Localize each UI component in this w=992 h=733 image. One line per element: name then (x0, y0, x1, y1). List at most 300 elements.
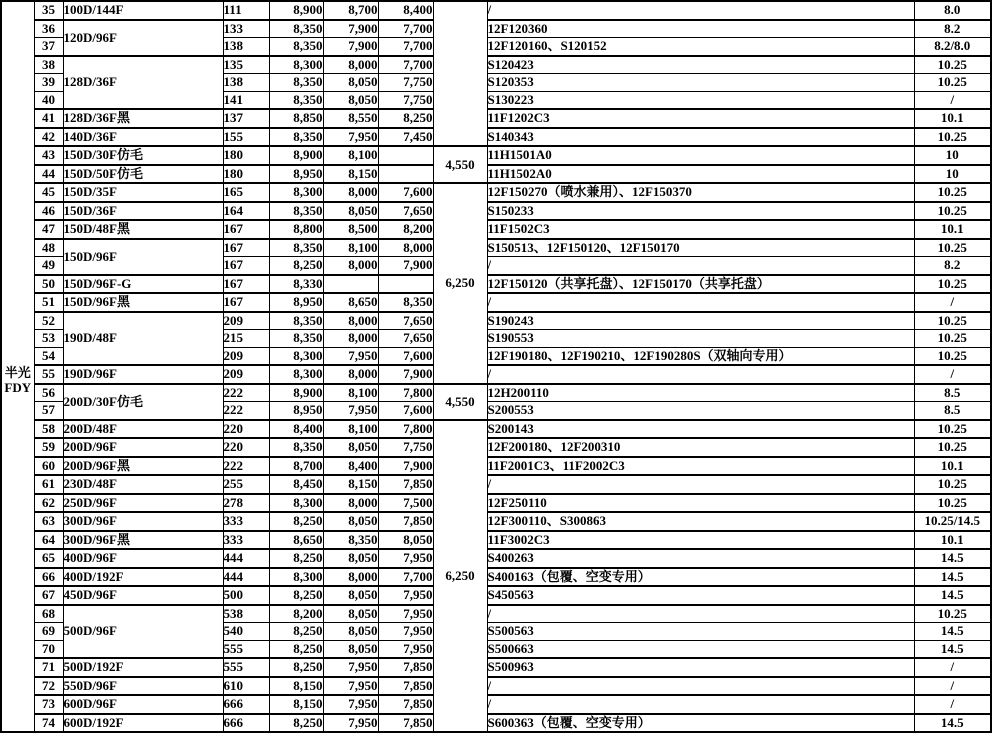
price-cell: 8,250 (269, 512, 323, 531)
group-label: 半光 FDY (4, 365, 32, 395)
table-row (1, 293, 991, 312)
row-number-cell: 45 (34, 183, 63, 202)
table-row (1, 165, 991, 184)
denier-count-cell: 538 (223, 605, 269, 623)
price-cell: 8,150 (323, 475, 378, 494)
row-number-cell: 40 (34, 91, 63, 109)
spec-cell: 140D/36F (63, 128, 223, 147)
rate-cell: 10.25 (914, 239, 991, 257)
product-code-cell: S140343 (487, 128, 914, 147)
price-cell (378, 275, 433, 294)
row-number-cell: 70 (34, 640, 63, 658)
denier-count-cell: 133 (223, 20, 269, 38)
product-code-cell: 12F250110 (487, 494, 914, 513)
price-cell: 8,900 (269, 1, 323, 20)
price-cell: 8,250 (378, 109, 433, 128)
spec-cell: 150D/48F黑 (63, 220, 223, 239)
price-cell: 8,900 (269, 384, 323, 402)
price-cell: 8,100 (323, 146, 378, 165)
spec-cell: 150D/36F (63, 202, 223, 221)
row-number-cell: 48 (34, 239, 63, 257)
denier-count-cell: 222 (223, 384, 269, 402)
spec-cell: 450D/96F (63, 586, 223, 605)
rate-cell: 8.2/8.0 (914, 38, 991, 56)
denier-count-cell: 555 (223, 640, 269, 658)
row-number-cell: 65 (34, 549, 63, 568)
price-cell: 8,300 (269, 183, 323, 202)
price-cell: 8,350 (323, 531, 378, 550)
price-cell: 8,700 (323, 1, 378, 20)
rate-cell: 14.5 (914, 640, 991, 658)
spec-cell: 128D/36F黑 (63, 109, 223, 128)
price-cell: 8,050 (323, 74, 378, 92)
price-cell: 7,750 (378, 91, 433, 109)
row-number-cell: 69 (34, 623, 63, 641)
price-cell: 7,700 (378, 56, 433, 74)
price-cell: 7,650 (378, 202, 433, 221)
tier-price-cell: 6,250 (433, 183, 487, 384)
price-cell: 8,350 (269, 330, 323, 348)
denier-count-cell: 167 (223, 293, 269, 312)
denier-count-cell: 215 (223, 330, 269, 348)
price-cell: 7,950 (323, 658, 378, 677)
table-row (1, 605, 991, 623)
table-row (1, 239, 991, 257)
price-cell: 8,200 (269, 605, 323, 623)
spec-cell: 200D/96F (63, 438, 223, 457)
row-number-cell: 74 (34, 714, 63, 733)
denier-count-cell: 164 (223, 202, 269, 221)
price-cell: 8,000 (323, 312, 378, 330)
spec-cell: 250D/96F (63, 494, 223, 513)
denier-count-cell: 180 (223, 165, 269, 184)
table-row (1, 109, 991, 128)
denier-count-cell: 222 (223, 402, 269, 420)
table-row (1, 568, 991, 587)
row-number-cell: 36 (34, 20, 63, 38)
price-cell: 8,350 (269, 202, 323, 221)
rate-cell: 10.25 (914, 74, 991, 92)
spec-cell: 150D/96F黑 (63, 293, 223, 312)
product-code-cell: 11H1501A0 (487, 146, 914, 165)
denier-count-cell: 167 (223, 257, 269, 275)
row-number-cell: 44 (34, 165, 63, 184)
price-cell: 8,250 (269, 640, 323, 658)
price-cell: 8,000 (323, 56, 378, 74)
price-cell: 8,250 (269, 586, 323, 605)
denier-count-cell: 444 (223, 568, 269, 587)
product-code-cell: / (487, 1, 914, 20)
denier-count-cell: 209 (223, 312, 269, 330)
rate-cell: 14.5 (914, 586, 991, 605)
price-cell: 7,950 (323, 714, 378, 733)
price-cell: 8,050 (323, 586, 378, 605)
row-number-cell: 47 (34, 220, 63, 239)
row-number-cell: 59 (34, 438, 63, 457)
product-code-cell: S120423 (487, 56, 914, 74)
row-number-cell: 67 (34, 586, 63, 605)
price-cell: 8,400 (269, 420, 323, 439)
denier-count-cell: 135 (223, 56, 269, 74)
price-cell: 7,950 (323, 402, 378, 420)
price-cell (323, 275, 378, 294)
tier-price-cell: 6,250 (433, 420, 487, 733)
product-code-cell: 12F190180、12F190210、12F190280S（双轴向专用） (487, 347, 914, 365)
product-code-cell: / (487, 695, 914, 714)
price-cell: 8,000 (323, 494, 378, 513)
product-code-cell: 12F150270（喷水兼用）、12F150370 (487, 183, 914, 202)
product-code-cell: S400163（包覆、空变专用） (487, 568, 914, 587)
rate-cell: 14.5 (914, 623, 991, 641)
price-cell: 8,350 (269, 128, 323, 147)
price-cell: 8,330 (269, 275, 323, 294)
table-row (1, 695, 991, 714)
price-cell: 8,350 (378, 293, 433, 312)
row-number-cell: 41 (34, 109, 63, 128)
price-cell: 8,250 (269, 549, 323, 568)
spec-cell: 150D/96F-G (63, 275, 223, 294)
product-code-cell: / (487, 605, 914, 623)
row-number-cell: 35 (34, 1, 63, 20)
rate-cell: 10.25/14.5 (914, 512, 991, 531)
rate-cell: 10.25 (914, 420, 991, 439)
price-cell: 7,700 (378, 38, 433, 56)
table-row (1, 420, 991, 439)
denier-count-cell: 137 (223, 109, 269, 128)
price-cell: 7,950 (323, 347, 378, 365)
product-code-cell: 12F120160、S120152 (487, 38, 914, 56)
rate-cell: 10 (914, 146, 991, 165)
table-row (1, 494, 991, 513)
price-cell: 7,650 (378, 312, 433, 330)
rate-cell: 8.0 (914, 1, 991, 20)
product-code-cell: 12F200180、12F200310 (487, 438, 914, 457)
table-row (1, 586, 991, 605)
row-number-cell: 42 (34, 128, 63, 147)
rate-cell: 10.1 (914, 109, 991, 128)
table-row (1, 512, 991, 531)
price-cell: 7,700 (378, 20, 433, 38)
price-cell: 8,050 (323, 91, 378, 109)
row-number-cell: 68 (34, 605, 63, 623)
row-number-cell: 72 (34, 677, 63, 696)
price-cell: 8,800 (269, 220, 323, 239)
price-cell: 8,950 (269, 165, 323, 184)
price-cell: 7,850 (378, 512, 433, 531)
spec-cell: 500D/96F (63, 605, 223, 659)
price-cell: 8,350 (269, 20, 323, 38)
price-cell: 8,650 (269, 531, 323, 550)
rate-cell: / (914, 293, 991, 312)
price-cell: 8,350 (269, 91, 323, 109)
price-cell: 8,450 (269, 475, 323, 494)
table-row (1, 549, 991, 568)
denier-count-cell: 167 (223, 220, 269, 239)
product-code-cell: S600363（包覆、空变专用） (487, 714, 914, 733)
row-number-cell: 51 (34, 293, 63, 312)
table-row (1, 202, 991, 221)
row-number-cell: 53 (34, 330, 63, 348)
price-cell: 8,100 (323, 420, 378, 439)
rate-cell: 10.25 (914, 202, 991, 221)
table-row (1, 220, 991, 239)
product-code-cell: / (487, 677, 914, 696)
price-cell: 8,150 (269, 677, 323, 696)
price-cell: 8,300 (269, 568, 323, 587)
rate-cell: 10.25 (914, 605, 991, 623)
rate-cell: 10 (914, 165, 991, 184)
rate-cell: 10.25 (914, 128, 991, 147)
product-code-cell: / (487, 293, 914, 312)
product-code-cell: S500663 (487, 640, 914, 658)
denier-count-cell: 141 (223, 91, 269, 109)
price-table-body (1, 1, 991, 732)
product-code-cell: 12F150120（共享托盘）、12F150170（共享托盘） (487, 275, 914, 294)
spec-cell: 550D/96F (63, 677, 223, 696)
price-cell: 8,050 (323, 549, 378, 568)
price-cell: 8,100 (323, 384, 378, 402)
price-cell: 7,950 (323, 677, 378, 696)
table-row (1, 531, 991, 550)
row-number-cell: 66 (34, 568, 63, 587)
price-cell: 8,400 (378, 1, 433, 20)
price-cell: 8,300 (269, 365, 323, 384)
spec-cell: 200D/30F仿毛 (63, 384, 223, 420)
product-code-cell: 11F2001C3、11F2002C3 (487, 457, 914, 476)
price-cell: 8,350 (269, 438, 323, 457)
row-number-cell: 52 (34, 312, 63, 330)
product-code-cell: S450563 (487, 586, 914, 605)
rate-cell: 10.25 (914, 183, 991, 202)
product-code-cell: / (487, 257, 914, 275)
table-row (1, 475, 991, 494)
product-code-cell: 11H1502A0 (487, 165, 914, 184)
denier-count-cell: 555 (223, 658, 269, 677)
price-cell: 7,750 (378, 438, 433, 457)
row-number-cell: 58 (34, 420, 63, 439)
product-code-cell: S200143 (487, 420, 914, 439)
rate-cell: 14.5 (914, 714, 991, 733)
price-cell: 8,950 (269, 293, 323, 312)
price-cell: 8,000 (323, 183, 378, 202)
price-cell: 7,750 (378, 74, 433, 92)
denier-count-cell: 540 (223, 623, 269, 641)
spec-cell: 190D/48F (63, 312, 223, 366)
table-row (1, 457, 991, 476)
price-cell: 8,050 (323, 605, 378, 623)
table-row (1, 146, 991, 165)
price-cell: 7,950 (378, 586, 433, 605)
denier-count-cell: 209 (223, 347, 269, 365)
price-cell: 7,850 (378, 475, 433, 494)
spec-cell: 400D/96F (63, 549, 223, 568)
price-cell (378, 146, 433, 165)
price-cell: 8,300 (269, 494, 323, 513)
row-number-cell: 50 (34, 275, 63, 294)
rate-cell: 10.25 (914, 56, 991, 74)
spec-cell: 300D/96F (63, 512, 223, 531)
rate-cell: 10.25 (914, 312, 991, 330)
rate-cell: 10.25 (914, 475, 991, 494)
product-code-cell: S150233 (487, 202, 914, 221)
product-code-cell: 12H200110 (487, 384, 914, 402)
price-cell: 8,250 (269, 623, 323, 641)
spec-cell: 120D/96F (63, 20, 223, 56)
table-row (1, 20, 991, 38)
row-number-cell: 61 (34, 475, 63, 494)
product-code-cell: 11F1202C3 (487, 109, 914, 128)
rate-cell: 10.25 (914, 494, 991, 513)
row-number-cell: 71 (34, 658, 63, 677)
rate-cell: 8.2 (914, 20, 991, 38)
spec-cell: 400D/192F (63, 568, 223, 587)
denier-count-cell: 165 (223, 183, 269, 202)
denier-count-cell: 333 (223, 531, 269, 550)
price-cell: 8,350 (269, 74, 323, 92)
product-code-cell: S130223 (487, 91, 914, 109)
price-cell: 8,000 (323, 257, 378, 275)
spec-cell: 600D/192F (63, 714, 223, 733)
price-cell: 8,050 (323, 512, 378, 531)
spec-cell: 300D/96F黑 (63, 531, 223, 550)
price-cell: 7,650 (378, 330, 433, 348)
price-cell: 8,400 (323, 457, 378, 476)
price-cell: 8,900 (269, 146, 323, 165)
price-cell: 7,800 (378, 420, 433, 439)
rate-cell: 10.1 (914, 457, 991, 476)
denier-count-cell: 333 (223, 512, 269, 531)
price-cell: 7,900 (378, 457, 433, 476)
price-cell: 8,050 (323, 438, 378, 457)
denier-count-cell: 111 (223, 1, 269, 20)
product-code-cell: S400263 (487, 549, 914, 568)
spec-cell: 150D/35F (63, 183, 223, 202)
product-code-cell: / (487, 475, 914, 494)
product-code-cell: 11F3002C3 (487, 531, 914, 550)
product-code-cell: / (487, 365, 914, 384)
product-code-cell: S200553 (487, 402, 914, 420)
price-cell: 7,850 (378, 677, 433, 696)
product-code-cell: S500963 (487, 658, 914, 677)
rate-cell: 14.5 (914, 549, 991, 568)
price-cell: 8,200 (378, 220, 433, 239)
row-number-cell: 54 (34, 347, 63, 365)
table-row (1, 1, 991, 20)
price-cell: 8,300 (269, 347, 323, 365)
row-number-cell: 73 (34, 695, 63, 714)
rate-cell: / (914, 677, 991, 696)
group-label-cell (1, 1, 34, 732)
product-code-cell: 11F1502C3 (487, 220, 914, 239)
denier-count-cell: 278 (223, 494, 269, 513)
price-cell: 8,300 (269, 56, 323, 74)
price-cell: 7,950 (323, 128, 378, 147)
price-cell: 7,800 (378, 384, 433, 402)
spec-cell: 230D/48F (63, 475, 223, 494)
table-row (1, 56, 991, 74)
price-cell: 7,950 (378, 623, 433, 641)
price-cell: 7,600 (378, 347, 433, 365)
price-cell: 8,250 (269, 714, 323, 733)
price-cell: 8,350 (269, 312, 323, 330)
price-cell: 8,000 (323, 568, 378, 587)
price-cell: 8,500 (323, 220, 378, 239)
denier-count-cell: 222 (223, 457, 269, 476)
price-cell: 7,850 (378, 658, 433, 677)
price-cell: 7,900 (378, 365, 433, 384)
denier-count-cell: 138 (223, 38, 269, 56)
rate-cell: 8.5 (914, 384, 991, 402)
price-cell: 7,900 (323, 38, 378, 56)
denier-count-cell: 444 (223, 549, 269, 568)
price-cell: 8,000 (378, 239, 433, 257)
rate-cell: 10.1 (914, 220, 991, 239)
table-row (1, 365, 991, 384)
tier-price-cell: 4,550 (433, 146, 487, 183)
spec-cell: 150D/30F仿毛 (63, 146, 223, 165)
denier-count-cell: 255 (223, 475, 269, 494)
price-cell: 8,650 (323, 293, 378, 312)
price-cell: 7,900 (323, 20, 378, 38)
price-cell: 7,950 (378, 605, 433, 623)
price-cell: 8,350 (269, 239, 323, 257)
row-number-cell: 60 (34, 457, 63, 476)
row-number-cell: 63 (34, 512, 63, 531)
price-cell: 8,950 (269, 402, 323, 420)
row-number-cell: 46 (34, 202, 63, 221)
price-cell: 8,000 (323, 330, 378, 348)
denier-count-cell: 666 (223, 714, 269, 733)
price-cell: 7,600 (378, 402, 433, 420)
price-cell: 8,150 (269, 695, 323, 714)
denier-count-cell: 500 (223, 586, 269, 605)
spec-cell: 150D/96F (63, 239, 223, 275)
table-row (1, 714, 991, 733)
rate-cell: / (914, 91, 991, 109)
spec-cell: 200D/48F (63, 420, 223, 439)
product-code-cell: S120353 (487, 74, 914, 92)
price-cell: 8,050 (378, 531, 433, 550)
table-row (1, 677, 991, 696)
price-cell: 7,950 (378, 640, 433, 658)
row-number-cell: 38 (34, 56, 63, 74)
price-cell: 8,000 (323, 365, 378, 384)
price-cell: 7,450 (378, 128, 433, 147)
table-row (1, 183, 991, 202)
rate-cell: 10.1 (914, 531, 991, 550)
tier-price-cell (433, 1, 487, 146)
denier-count-cell: 138 (223, 74, 269, 92)
rate-cell: 14.5 (914, 568, 991, 587)
product-code-cell: S150513、12F150120、12F150170 (487, 239, 914, 257)
row-number-cell: 37 (34, 38, 63, 56)
row-number-cell: 64 (34, 531, 63, 550)
price-cell: 7,900 (378, 257, 433, 275)
price-cell: 7,600 (378, 183, 433, 202)
product-code-cell: S500563 (487, 623, 914, 641)
denier-count-cell: 666 (223, 695, 269, 714)
spec-cell: 200D/96F黑 (63, 457, 223, 476)
price-cell: 8,050 (323, 202, 378, 221)
price-cell: 7,700 (378, 568, 433, 587)
table-row (1, 275, 991, 294)
spec-cell: 600D/96F (63, 695, 223, 714)
row-number-cell: 49 (34, 257, 63, 275)
table-row (1, 438, 991, 457)
row-number-cell: 39 (34, 74, 63, 92)
product-code-cell: S190243 (487, 312, 914, 330)
price-cell: 7,850 (378, 695, 433, 714)
